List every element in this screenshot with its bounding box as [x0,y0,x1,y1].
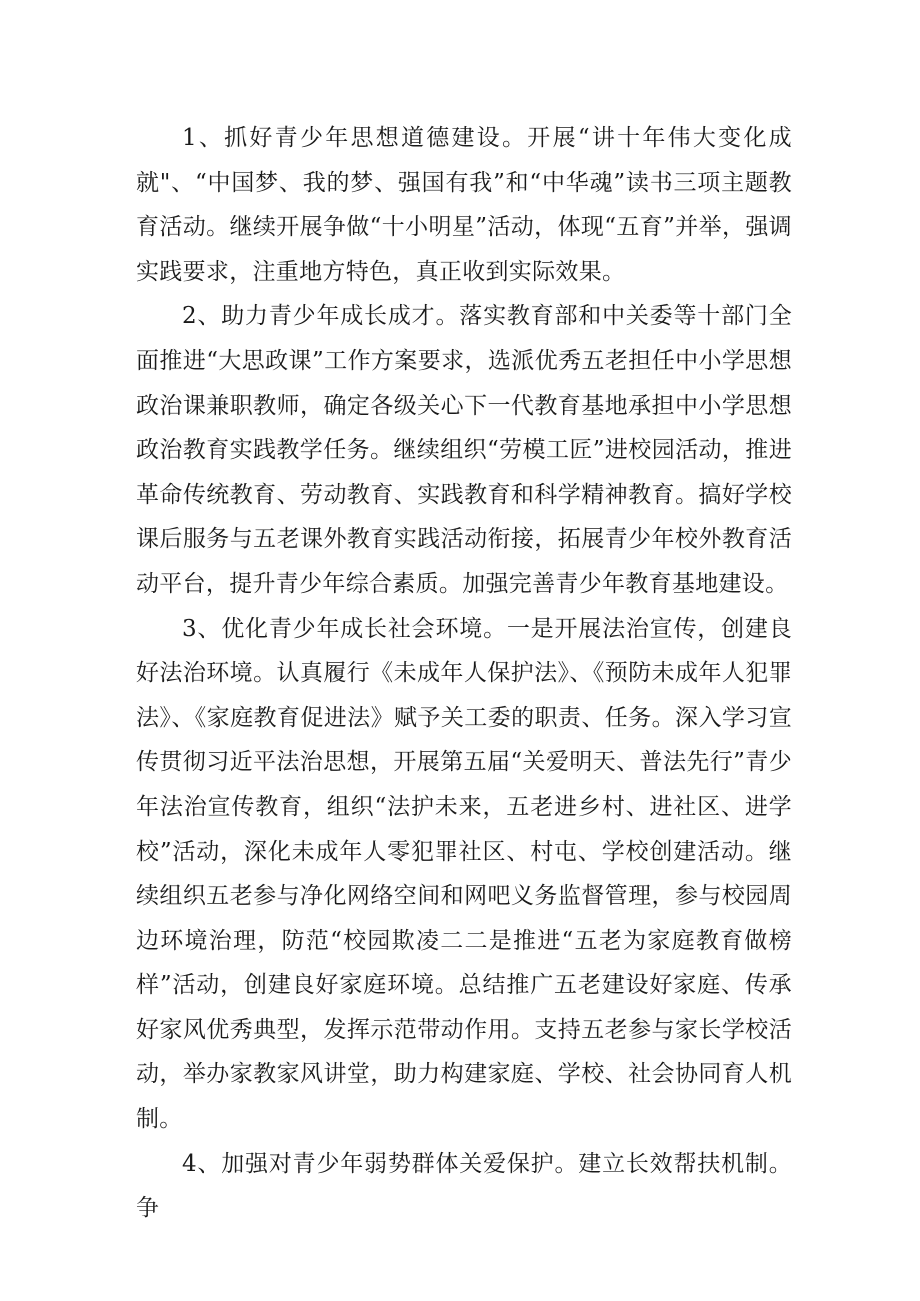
paragraph-1: 1、抓好青少年思想道德建设。开展“讲十年伟大变化成就"、“中国梦、我的梦、强国有我”和“中华魂”读书三项主题教育活动。继续开展争做“十小明星”活动，体现“五育”并举，强调实践要求，注重地方特色，真正收到实际效果。 [136,125,792,285]
paragraph-2: 2、助力青少年成长成才。落实教育部和中关委等十部门全面推进“大思政课”工作方案要求，选派优秀五老担任中小学思想政治课兼职教师，确定各级关心下一代教育基地承担中小学思想政治教育实践教学任务。继续组织“劳模工匠”进校园活动，推进革命传统教育、劳动教育、实践教育和科学精神教育。搞好学校课后服务与五老课外教育实践活动衔接，拓展青少年校外教育活动平台，提升青少年综合素质。加强完善青少年教育基地建设。 [136,303,792,597]
paragraph-3: 3、优化青少年成长社会环境。一是开展法治宣传，创建良好法治环境。认真履行《未成年人保护法》、《预防未成年人犯罪法》、《家庭教育促进法》赋予关工委的职责、任务。深入学习宣传贯彻习近平法治思想，开展第五届“关爱明天、普法先行”青少年法治宣传教育，组织“法护未来，五老进乡村、进社区、进学校”活动，深化未成年人零犯罪社区、村屯、学校创建活动。继续组织五老参与净化网络空间和网吧义务监督管理，参与校园周边环境治理，防范“校园欺凌二二是推进“五老为家庭教育做榜样”活动，创建良好家庭环境。总结推广五老建设好家庭、传承好家风优秀典型，发挥示范带动作用。支持五老参与家长学校活动，举办家教家风讲堂，助力构建家庭、学校、社会协同育人机制。 [136,615,792,1133]
document-body [136,116,792,1231]
paragraph-4: 4、加强对青少年弱势群体关爱保护。建立长效帮扶机制。争 [136,1150,792,1222]
